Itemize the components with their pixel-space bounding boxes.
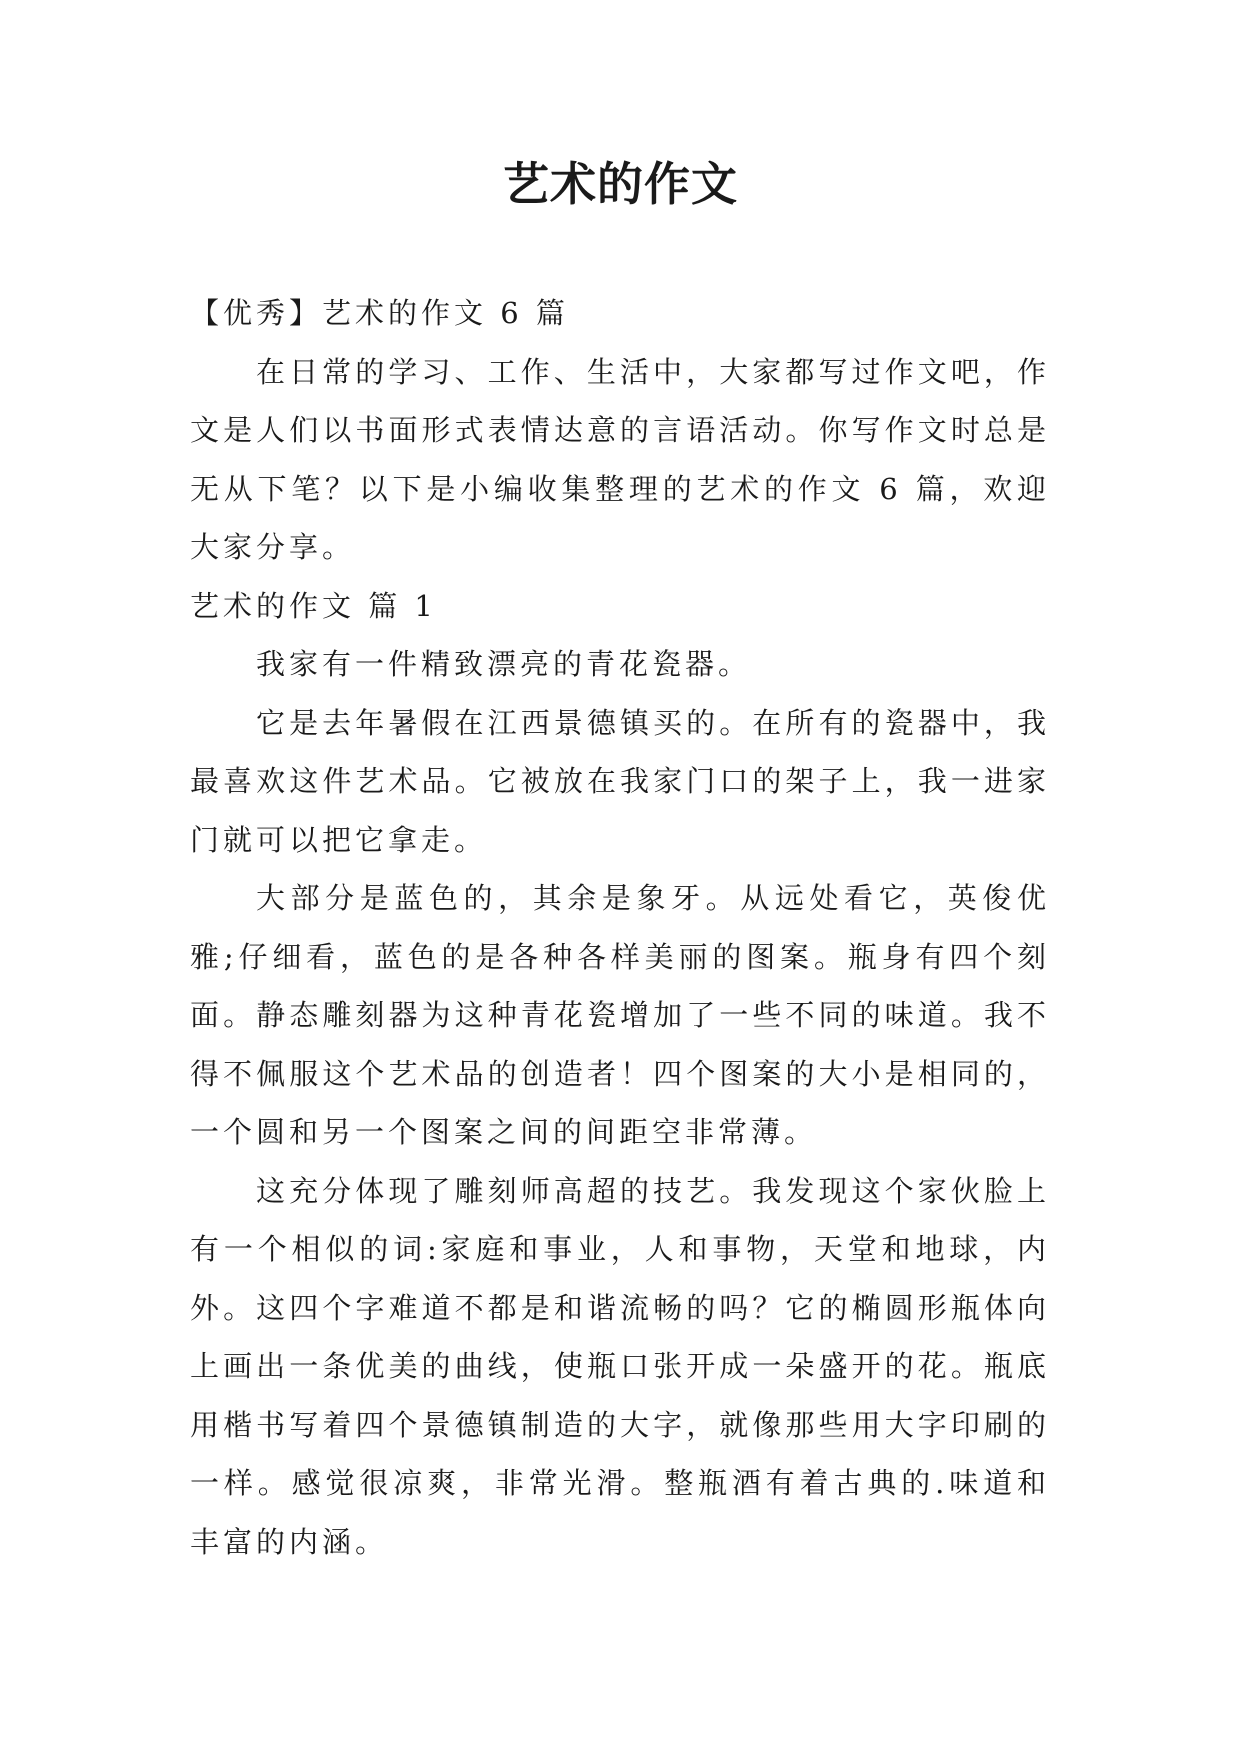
document-title: 艺术的作文 — [503, 157, 738, 211]
body-paragraph: 这充分体现了雕刻师高超的技艺。我发现这个家伙脸上有一个相似的词:家庭和事业，人和事物，天堂和地球，内外。这四个字难道不都是和谐流畅的吗？它的椭圆形瓶体向上画出一条优美的曲线，使瓶口张开成一朵盛开的花。瓶底用楷书写着四个景德镇制造的大字，就像那些用大字印刷的一样。感觉很凉爽，非常光滑。整瓶酒有着古典的.味道和丰富的内涵。 — [190, 1173, 1050, 1559]
body-paragraph: 大部分是蓝色的，其余是象牙。从远处看它，英俊优雅;仔细看，蓝色的是各种各样美丽的图案。瓶身有四个刻面。静态雕刻器为这种青花瓷增加了一些不同的味道。我不得不佩服这个艺术品的创造者！四个图案的大小是相同的，一个圆和另一个图案之间的间距空非常薄。 — [190, 881, 1050, 1149]
body-paragraph: 我家有一件精致漂亮的青花瓷器。 — [256, 647, 752, 681]
body-paragraph: 它是去年暑假在江西景德镇买的。在所有的瓷器中，我最喜欢这件艺术品。它被放在我家门口的架子上，我一进家门就可以把它拿走。 — [190, 705, 1050, 857]
subtitle-line: 【优秀】艺术的作文 6 篇 — [190, 296, 569, 330]
document-body — [190, 284, 1050, 1571]
section-heading: 艺术的作文 篇 1 — [190, 588, 437, 623]
intro-paragraph: 在日常的学习、工作、生活中，大家都写过作文吧，作文是人们以书面形式表情达意的言语活动。你写作文时总是无从下笔？以下是小编收集整理的艺术的作文 6 篇，欢迎大家分享。 — [190, 354, 1050, 564]
